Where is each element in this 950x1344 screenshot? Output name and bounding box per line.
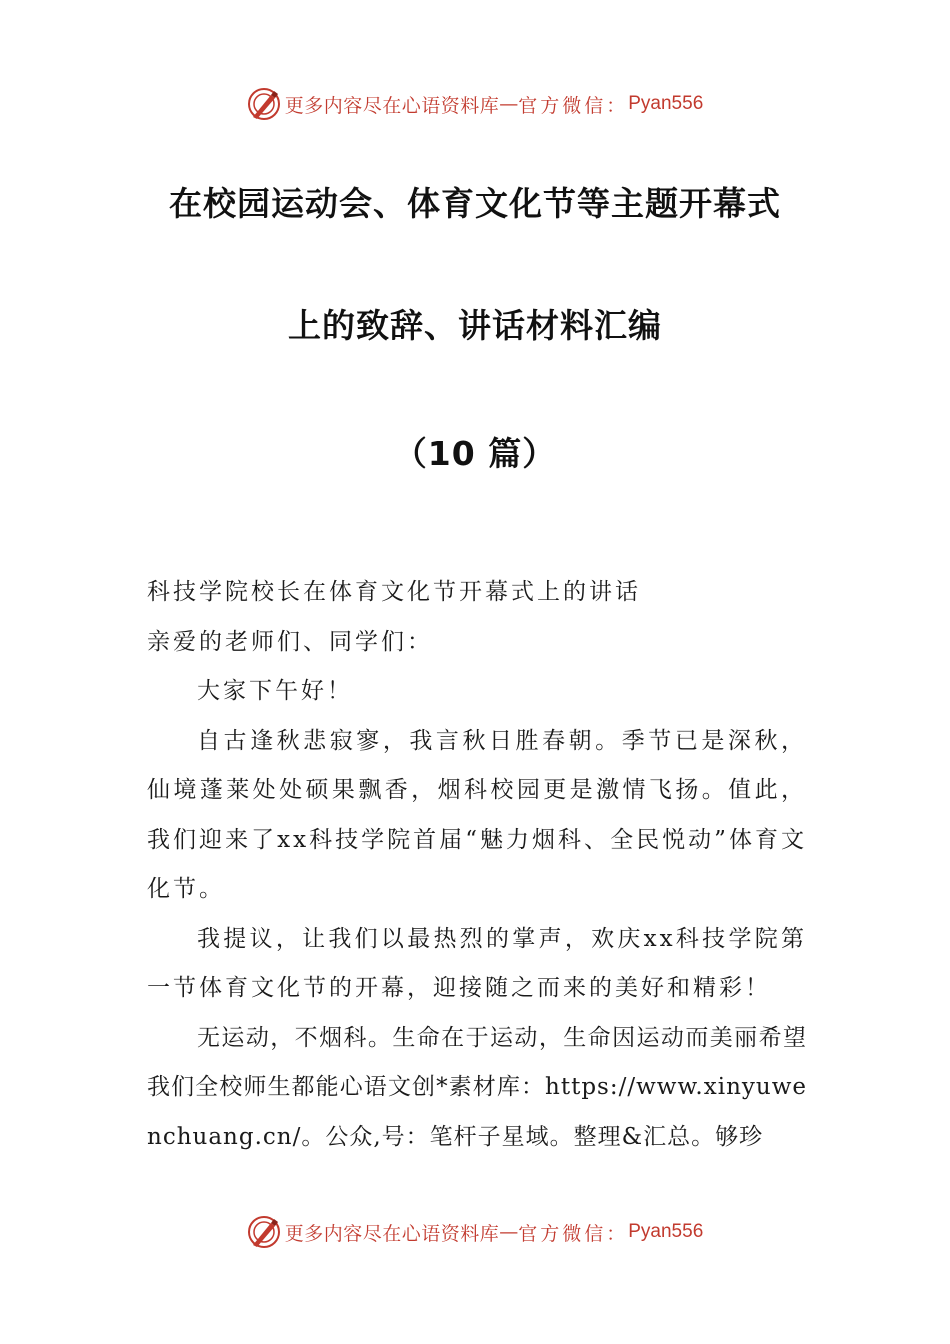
document-title-line-2: 上的致辞、讲话材料汇编 [288, 306, 662, 345]
speech-salutation: 亲爱的老师们、同学们： [147, 628, 433, 655]
banner-wechat-id: Pyan556 [628, 1221, 704, 1242]
speech-paragraph-1: 自古逢秋悲寂寥，我言秋日胜春朝。季节已是深秋，仙境蓬莱处处硕果飘香，烟科校园更是激情飞扬。值此，我们迎来了xx科技学院首届“魅力烟科、全民悦动”体育文化节。 [147, 727, 807, 902]
footer-banner [0, 1212, 950, 1252]
document-title-count: （10 篇） [393, 434, 557, 473]
banner-separator: — [499, 1221, 519, 1243]
banner-contact-label: 官方微信： [518, 94, 629, 117]
document-title-line-1: 在校园运动会、体育文化节等主题开幕式 [169, 184, 781, 223]
speech-paragraph-2: 我提议，让我们以最热烈的掌声，欢庆xx科技学院第一节体育文化节的开幕，迎接随之而来的美好和精彩！ [147, 925, 807, 1001]
speech-subtitle: 科技学院校长在体育文化节开幕式上的讲话 [147, 579, 641, 605]
document-body [147, 568, 807, 1162]
banner-text: 更多内容尽在心语资料库 [284, 1222, 500, 1245]
banner-separator: — [499, 93, 519, 115]
banner-wechat-id: Pyan556 [628, 93, 704, 114]
banner-contact-label: 官方微信： [518, 1222, 629, 1245]
speech-greeting: 大家下午好！ [197, 678, 353, 704]
pen-logo-icon [247, 1215, 281, 1249]
pen-logo-icon [247, 87, 281, 121]
banner-text: 更多内容尽在心语资料库 [284, 94, 500, 117]
header-banner [0, 84, 950, 124]
speech-paragraph-3: 无运动，不烟科。生命在于运动，生命因运动而美丽希望我们全校师生都能心语文创*素材库：https://www.xinyuwenchuang.cn/。公众,号：笔杆子星域。整理&汇总。够珍 [147, 1024, 807, 1150]
